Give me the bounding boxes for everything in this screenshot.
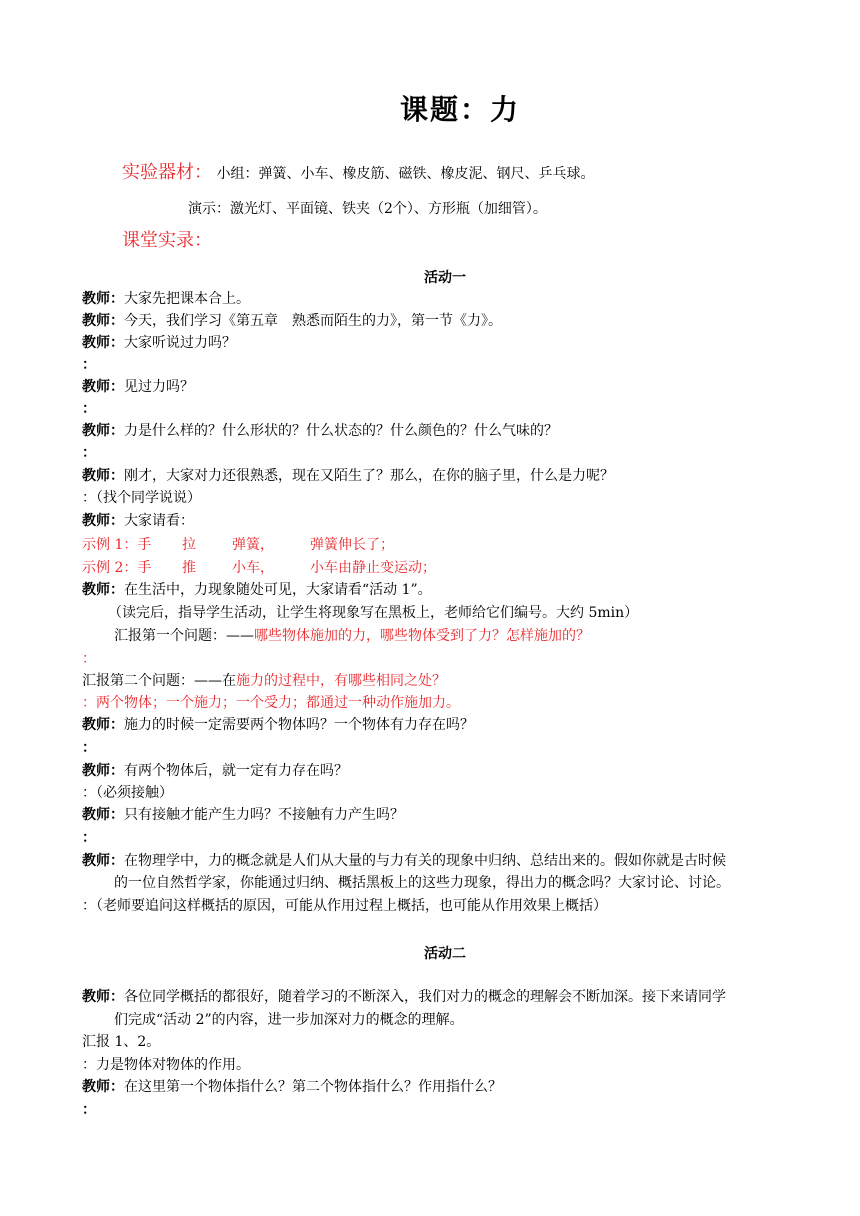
teacher-label: 教师：	[82, 379, 124, 395]
report-text: 汇报第一个问题：——	[114, 628, 254, 644]
dialog-line-20	[82, 762, 348, 780]
report-question: 哪些物体施加的力，哪些物体受到了力？怎样施加的？	[254, 628, 590, 644]
student-line: ：	[82, 740, 96, 756]
report-text: 汇报第二个问题：——在	[82, 673, 236, 689]
dialog-text: 在物理学中，力的概念就是人们从大量的与力有关的现象中归纳、总结出来的。假如你就是古时候	[124, 853, 726, 869]
dialog-text: 在这里第一个物体指什么？第二个物体指什么？作用指什么？	[124, 1079, 502, 1095]
teacher-label: 教师：	[82, 763, 124, 779]
teacher-label: 教师：	[82, 468, 124, 484]
report-line-1	[114, 627, 590, 645]
activity1-title: 活动一	[424, 270, 466, 286]
example-text: 小车，	[232, 560, 274, 576]
dialog-line-31	[82, 1078, 502, 1096]
teacher-label: 教师：	[82, 313, 124, 329]
materials-demo: 演示：激光灯、平面镜、铁夹（2个）、方形瓶（加细管）。	[188, 201, 547, 217]
teacher-label: 教师：	[82, 853, 124, 869]
dialog-text: 只有接触才能产生力吗？不接触有力产生吗？	[124, 807, 404, 823]
dialog-continuation: 们完成“活动 2”的内容，进一步加深对力的概念的理解。	[114, 1012, 464, 1028]
materials-label: 实验器材：	[122, 162, 212, 183]
dialog-line-5	[82, 378, 194, 396]
teacher-label: 教师：	[82, 423, 124, 439]
teacher-label: 教师：	[82, 807, 124, 823]
student-answer: ：两个物体；一个施力；一个受力；都通过一种动作施加力。	[82, 695, 460, 711]
example-text: 示例 1：手	[82, 537, 152, 553]
dialog-line-27	[82, 988, 726, 1006]
dialog-line-12	[82, 581, 432, 599]
dialog-continuation: 的一位自然哲学家，你能通过归纳、概括黑板上的这些力现象，得出力的概念吗？大家讨论、讨论。	[114, 875, 730, 891]
example-2	[82, 559, 436, 577]
dialog-text: 见过力吗？	[124, 379, 194, 395]
teacher-label: 教师：	[82, 989, 124, 1005]
dialog-line-7	[82, 422, 558, 440]
report-question: 施力的过程中，有哪些相同之处？	[236, 673, 446, 689]
example-text: 拉	[182, 537, 196, 553]
dialog-line-11	[82, 512, 194, 530]
dialog-text: 力是什么样的？什么形状的？什么状态的？什么颜色的？什么气味的？	[124, 423, 558, 439]
teacher-label: 教师：	[82, 291, 124, 307]
student-line: ：	[82, 445, 96, 461]
example-1	[82, 536, 394, 554]
dialog-text: 刚才，大家对力还很熟悉，现在又陌生了？那么，在你的脑子里，什么是力呢？	[124, 468, 614, 484]
example-text: 弹簧伸长了；	[310, 537, 394, 553]
teacher-label: 教师：	[82, 1079, 124, 1095]
student-line: ：	[82, 651, 96, 667]
materials-group-line	[122, 164, 594, 183]
student-line: ：（必须接触）	[82, 785, 173, 801]
record-label: 课堂实录：	[122, 230, 212, 251]
student-line: ：（老师要追问这样概括的原因，可能从作用过程上概括，也可能从作用效果上概括）	[82, 898, 607, 914]
instruction-line: （读完后，指导学生活动，让学生将现象写在黑板上，老师给它们编号。大约 5min）	[108, 605, 639, 621]
example-text: 推	[182, 560, 196, 576]
dialog-line-3	[82, 334, 236, 352]
dialog-text: 施力的时候一定需要两个物体吗？一个物体有力存在吗？	[124, 717, 474, 733]
dialog-text: 有两个物体后，就一定有力存在吗？	[124, 763, 348, 779]
materials-group: 小组：弹簧、小车、橡皮筋、磁铁、橡皮泥、钢尺、乒乓球。	[216, 166, 595, 182]
student-line: ：	[82, 830, 96, 846]
student-line: ：	[82, 401, 96, 417]
example-text: 弹簧，	[232, 537, 274, 553]
student-answer: ：力是物体对物体的作用。	[82, 1057, 250, 1073]
dialog-line-18	[82, 716, 474, 734]
page-title: 课题：力	[399, 93, 520, 126]
report-line-2	[82, 672, 446, 690]
student-line: ：	[82, 357, 96, 373]
activity2-title: 活动二	[424, 946, 466, 962]
teacher-label: 教师：	[82, 582, 124, 598]
example-text: 示例 2：手	[82, 560, 152, 576]
dialog-text: 大家请看：	[124, 513, 194, 529]
dialog-line-2	[82, 312, 502, 330]
teacher-label: 教师：	[82, 513, 124, 529]
dialog-text: 大家听说过力吗？	[124, 335, 236, 351]
teacher-label: 教师：	[82, 335, 124, 351]
example-text: 小车由静止变运动；	[310, 560, 436, 576]
teacher-label: 教师：	[82, 717, 124, 733]
dialog-line-1	[82, 290, 250, 308]
dialog-line-9	[82, 467, 614, 485]
dialog-text: 大家先把课本合上。	[124, 291, 250, 307]
student-line: ：（找个同学说说）	[82, 490, 201, 506]
report-line-3: 汇报 1、2。	[82, 1034, 161, 1050]
dialog-text: 在生活中，力现象随处可见，大家请看“活动 1”。	[124, 582, 432, 598]
dialog-line-22	[82, 806, 404, 824]
student-line: ：	[82, 1102, 96, 1118]
dialog-line-24	[82, 852, 726, 870]
dialog-text: 各位同学概括的都很好，随着学习的不断深入，我们对力的概念的理解会不断加深。接下来请同学	[124, 989, 726, 1005]
dialog-text: 今天，我们学习《第五章 熟悉而陌生的力》，第一节《力》。	[124, 313, 502, 329]
